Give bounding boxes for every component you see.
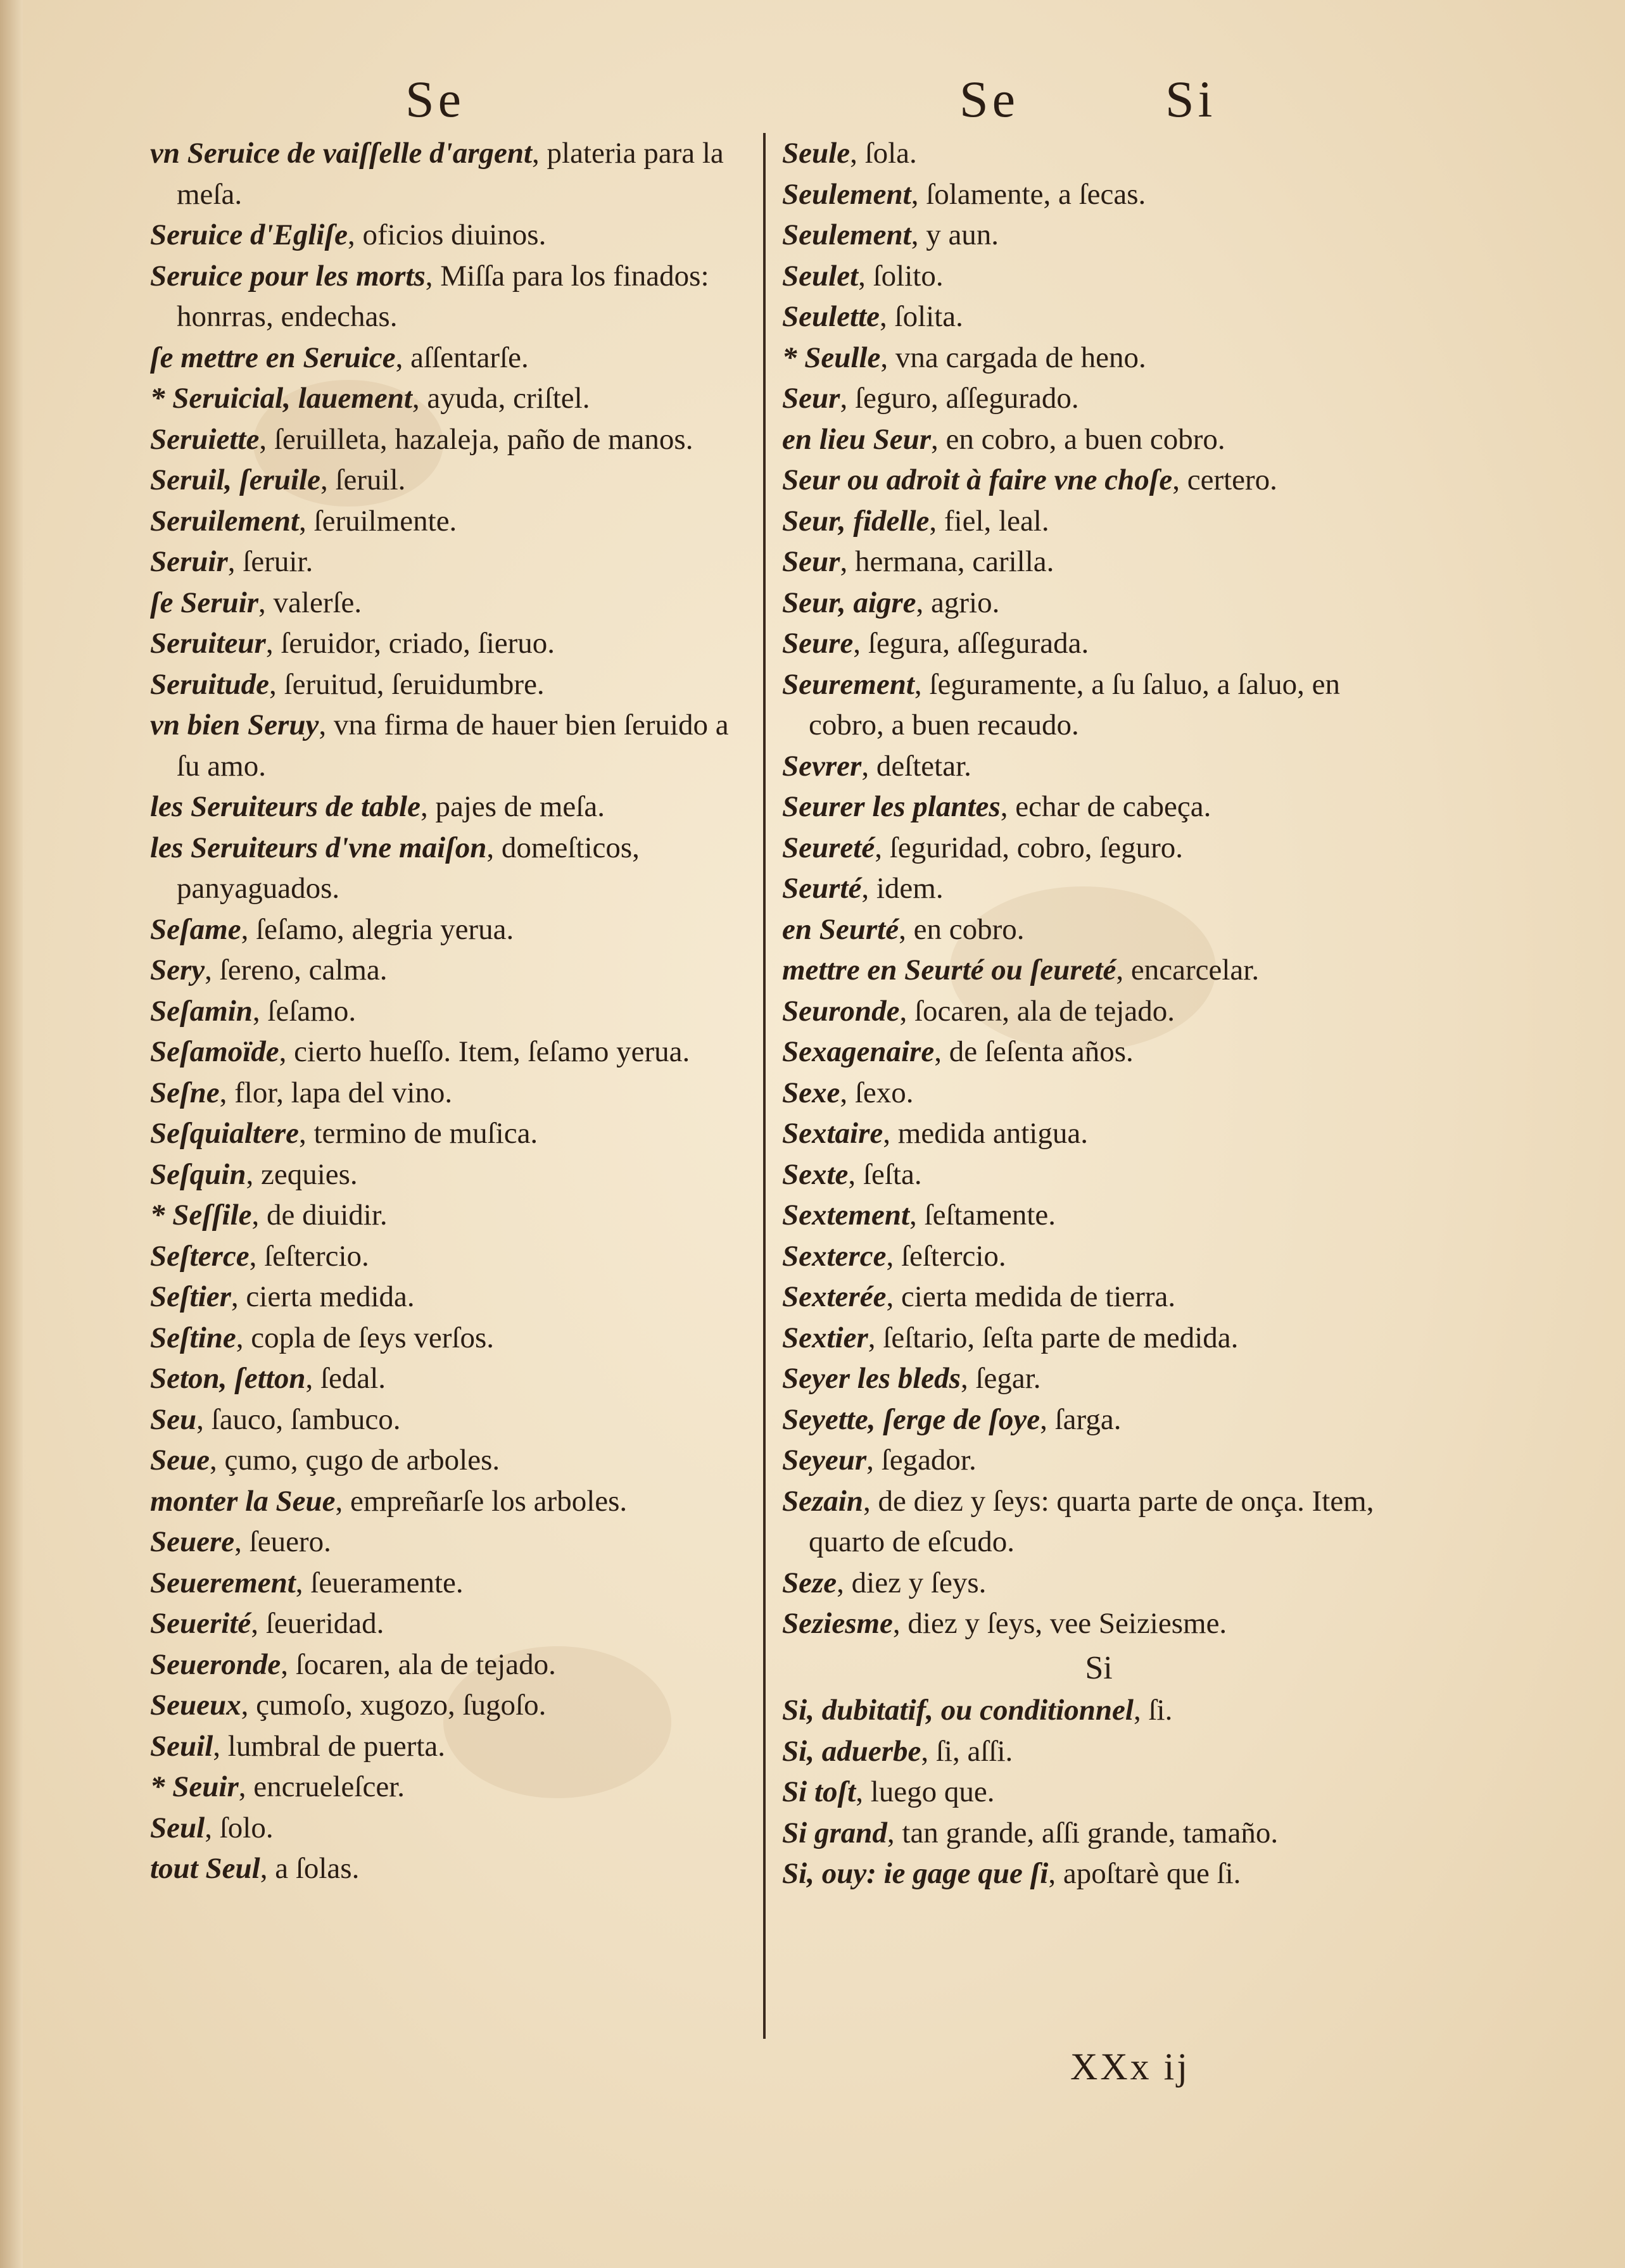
entry-headword: Si, dubitatif, ou conditionnel [782,1694,1134,1727]
entry-definition: , certero. [1172,463,1277,496]
entry-definition: , idem. [861,872,944,905]
entry-headword: Seſquialtere [150,1117,299,1150]
entry-definition: , ſeſtario, ſeſta parte de medida. [868,1321,1239,1354]
dictionary-entry [150,1481,758,1522]
entry-headword: Seure [782,627,854,660]
entry-definition: , ſeueridad. [251,1607,384,1640]
dictionary-entry [150,664,758,705]
dictionary-entry [150,909,758,950]
dictionary-entry [150,1318,758,1359]
dictionary-entry [782,950,1415,991]
dictionary-entry [150,1603,758,1644]
entry-headword: Seſamoïde [150,1035,279,1068]
dictionary-entry [782,1603,1415,1644]
dictionary-entry [782,746,1415,787]
entry-definition: , ſeruil. [320,463,406,496]
entry-headword: Seueronde [150,1647,281,1681]
dictionary-entry [150,1195,758,1236]
dictionary-entry [782,1690,1415,1731]
dictionary-entry [150,1521,758,1563]
entry-definition: , ſeguro, aſſegurado. [840,382,1079,415]
section-heading: Si [1085,1649,1113,1686]
entry-headword: Seur, fidelle [782,504,930,538]
entry-definition: , empreñarſe los arboles. [335,1484,628,1518]
entry-definition: , ſeſtercio. [886,1239,1006,1273]
entry-definition: , en cobro. [899,912,1025,946]
entry-definition: , ſeueramente. [295,1566,464,1599]
entry-definition: , oficios diuinos. [348,218,547,251]
entry-headword: Seruitude [150,667,270,701]
running-head-right-si: Si [1165,70,1217,128]
entry-headword: Seziesme [782,1607,893,1640]
entry-headword: Seur [782,382,840,415]
entry-headword: en Seurté [782,912,899,946]
dictionary-entry [150,1440,758,1481]
dictionary-entry [150,991,758,1032]
entry-definition: , lumbral de puerta. [213,1729,445,1763]
dictionary-entry [150,1236,758,1277]
dictionary-entry [150,1276,758,1318]
entry-definition: , ſeruir. [227,545,313,578]
dictionary-entry [782,623,1415,664]
entry-headword: Seulet [782,259,859,293]
entry-headword: Seuil [150,1729,213,1763]
dictionary-entry [782,1772,1415,1813]
dictionary-entry [150,541,758,583]
entry-headword: Seſamin [150,994,253,1028]
dictionary-entry [782,664,1415,746]
dictionary-entry [782,1358,1415,1399]
entry-headword: * Seulle [782,341,881,374]
entry-definition: , ſolita. [880,300,963,333]
entry-headword: Sevrer [782,749,862,783]
dictionary-entry [782,1318,1415,1359]
entry-headword: Seul [150,1811,205,1844]
entry-headword: Seulement [782,218,911,251]
entry-definition: , ſolamente, a ſecas. [911,177,1146,211]
entry-headword: Si, ouy: ie gage que ſi [782,1857,1049,1890]
dictionary-entry [150,256,758,337]
running-head-right-se: Se [959,70,1019,128]
entry-definition: , encarcelar. [1116,954,1260,986]
dictionary-entry [782,1440,1415,1481]
entry-headword: Seulement [782,177,911,211]
dictionary-entry [150,786,758,828]
entry-definition: , ſocaren, ala de tejado. [899,994,1175,1028]
entry-definition: , agrio. [916,586,1000,619]
entry-definition: , encrueleſcer. [238,1770,405,1803]
dictionary-entry [782,541,1415,583]
entry-headword: Seulette [782,300,880,333]
entry-headword: * Seruicial, lauement [150,382,412,415]
entry-headword: Seule [782,137,850,170]
signature-mark: XXx ij [1070,2046,1190,2088]
entry-headword: Seze [782,1566,837,1599]
dictionary-entry [782,378,1415,419]
dictionary-entry [150,1644,758,1685]
dictionary-entry [150,1358,758,1399]
entry-headword: Seruice pour les morts [150,259,426,293]
entry-definition: , ſi. [1133,1694,1173,1727]
entry-headword: mettre en Seurté ou ſeureté [782,954,1116,986]
entry-definition: , pajes de meſa. [420,790,605,823]
entry-headword: Seyeur [782,1444,867,1477]
dictionary-entry [150,1073,758,1114]
entry-definition: , de ſeſenta años. [934,1035,1134,1068]
entry-headword: vn bien Seruy [150,709,319,741]
dictionary-entry [782,174,1415,215]
entry-headword: vn Seruice de vaiſſelle d'argent [150,137,533,170]
entry-definition: , copla de ſeys verſos. [236,1321,494,1354]
entry-headword: Seuronde [782,994,900,1028]
dictionary-entry [782,1154,1415,1195]
entry-definition: , ayuda, criſtel. [412,382,590,415]
dictionary-entry [782,460,1415,501]
dictionary-entry [150,1031,758,1073]
entry-definition: , y aun. [911,218,999,251]
entry-headword: Seyette, ſerge de ſoye [782,1402,1040,1436]
entry-definition: , zequies. [246,1157,358,1191]
dictionary-entry [782,1813,1415,1854]
entry-headword: Seurement [782,667,914,701]
entry-definition: , de diez y ſeys: quarta parte de onça. Item, quarto de eſcudo. [809,1484,1374,1558]
dictionary-entry [782,1853,1415,1894]
entry-headword: Seurté [782,872,862,905]
dictionary-entry [782,786,1415,828]
entry-definition: , termino de muſica. [298,1117,538,1150]
dictionary-entry [150,501,758,542]
dictionary-entry [150,133,758,215]
dictionary-entry [782,419,1415,460]
entry-definition: , ſi, aſſi. [921,1734,1013,1768]
entry-headword: Seruir [150,545,228,578]
entry-headword: * Seſſile [150,1199,252,1232]
entry-definition: , cierto hueſſo. Item, ſeſamo yerua. [279,1035,690,1068]
dictionary-entry [150,1808,758,1849]
entry-definition: , ſexo. [840,1076,914,1109]
entry-headword: Seton, ſetton [150,1362,306,1395]
entry-headword: Sextement [782,1199,910,1232]
entry-definition: , deſtetar. [861,749,971,783]
entry-definition: , diez y ſeys. [837,1566,987,1599]
entry-definition: , Miſſa para los finados: honrras, endechas. [177,259,709,333]
entry-headword: Seſterce [150,1239,250,1273]
dictionary-entry [782,215,1415,256]
entry-definition: , tan grande, aſſi grande, tamaño. [887,1816,1279,1849]
dictionary-entry [782,828,1415,869]
entry-headword: Seruil, ſeruile [150,463,320,496]
dictionary-entry [782,909,1415,950]
entry-definition: , ſauco, ſambuco. [196,1402,401,1436]
entry-headword: Sexterce [782,1239,887,1273]
entry-definition: , cierta medida de tierra. [886,1280,1176,1313]
entry-definition: , ſola. [850,137,917,170]
dictionary-entry [150,1113,758,1154]
dictionary-entry [782,991,1415,1032]
entry-headword: Si grand [782,1816,887,1849]
entry-headword: en lieu Seur [782,422,932,456]
entry-headword: Seuerité [150,1607,251,1640]
entry-definition: , ſedal. [305,1362,386,1395]
dictionary-entry [150,583,758,624]
entry-headword: Sexterée [782,1280,887,1313]
dictionary-entry [782,256,1415,297]
entry-headword: Seur [782,545,840,578]
entry-headword: Seue [150,1444,210,1477]
column-divider [763,133,766,2039]
entry-definition: , vna firma de hauer bien ſeruido a ſu amo. [177,709,729,783]
entry-headword: Sery [150,954,205,986]
entry-headword: tout Seul [150,1852,260,1885]
dictionary-entry [782,1073,1415,1114]
entry-headword: Seuerement [150,1566,296,1599]
entry-definition: , ſeruidor, criado, ſieruo. [265,627,555,660]
entry-headword: Sexe [782,1076,840,1109]
dictionary-entry [150,1767,758,1808]
entry-definition: , ſarga. [1040,1402,1122,1436]
entry-headword: Seyer les bleds [782,1362,961,1395]
entry-headword: les Seruiteurs d'vne maiſon [150,831,487,864]
entry-definition: , ſeſamo. [252,994,357,1028]
dictionary-entry [782,337,1415,379]
entry-definition: , de diuidir. [251,1199,388,1232]
entry-headword: Seſame [150,912,241,946]
entry-headword: Sextaire [782,1117,883,1150]
entry-definition: , vna cargada de heno. [880,341,1146,374]
dictionary-entry [782,1236,1415,1277]
entry-headword: Seurer les plantes [782,790,1001,823]
entry-definition: , ſereno, calma. [205,954,388,986]
entry-headword: Sexagenaire [782,1035,935,1068]
entry-definition: , çumo, çugo de arboles. [210,1444,500,1477]
dictionary-entry [150,1154,758,1195]
dictionary-entry [150,1726,758,1767]
entry-definition: , ſeſtamente. [909,1199,1056,1232]
dictionary-entry [150,337,758,379]
entry-definition: , ſeguridad, cobro, ſeguro. [875,831,1184,864]
entry-headword: Seruiteur [150,627,266,660]
dictionary-entry [782,1481,1415,1563]
entry-headword: Seruiette [150,422,260,456]
entry-definition: , domeſticos, panyaguados. [177,831,640,905]
entry-headword: Sexte [782,1157,849,1191]
entry-headword: ſe mettre en Seruice [150,341,396,374]
page-edge [0,0,23,2268]
dictionary-entry [782,133,1415,174]
entry-definition: , ſegador. [866,1444,977,1477]
entry-definition: , ſeguramente, a ſu ſaluo, a ſaluo, en cobro, a buen recaudo. [809,667,1341,741]
entry-headword: Sezain [782,1484,863,1518]
entry-definition: , ſolo. [205,1811,274,1844]
dictionary-entry [150,623,758,664]
entry-headword: monter la Seue [150,1484,336,1518]
entry-definition: , ſolito. [858,259,944,293]
dictionary-entry [150,1685,758,1726]
entry-definition: , ſeſtercio. [249,1239,369,1273]
dictionary-entry [150,828,758,909]
dictionary-entry [150,460,758,501]
entry-definition: , ſeruitud, ſeruidumbre. [269,667,545,701]
entry-definition: , plateria para la meſa. [177,137,724,211]
entry-definition: , ſeruilleta, hazaleja, paño de manos. [259,422,693,456]
entry-definition: , ſeſamo, alegria yerua. [241,912,514,946]
entry-headword: Si, aduerbe [782,1734,921,1768]
dictionary-entry [782,1276,1415,1318]
entry-headword: Sextier [782,1321,868,1354]
dictionary-entry [782,1031,1415,1073]
entry-headword: Seu [150,1402,197,1436]
entry-definition: , medida antigua. [883,1117,1088,1150]
dictionary-entry [782,583,1415,624]
left-column [150,133,758,1889]
entry-definition: , çumoſo, xugozo, ſugoſo. [241,1689,547,1722]
entry-headword: Seſtier [150,1280,231,1313]
entry-definition: , ſeruilmente. [299,504,457,538]
running-head-left: Se [405,70,465,128]
entry-definition: , cierta medida. [231,1280,415,1313]
entry-headword: Seſne [150,1076,220,1109]
dictionary-entry [150,1848,758,1889]
entry-definition: , echar de cabeça. [1000,790,1211,823]
entry-headword: Seſquin [150,1157,246,1191]
entry-definition: , ſeſta. [848,1157,922,1191]
entry-definition: , aſſentarſe. [395,341,529,374]
entry-headword: Seueux [150,1689,241,1722]
entry-headword: Seſtine [150,1321,236,1354]
entry-definition: , apoſtarè que ſi. [1048,1857,1241,1890]
right-column [782,133,1415,1894]
entry-headword: Seuere [150,1525,235,1558]
entry-definition: , ſegar. [960,1362,1041,1395]
dictionary-entry [782,1563,1415,1604]
dictionary-entry [782,1399,1415,1440]
dictionary-entry [782,868,1415,909]
dictionary-entry [150,1399,758,1440]
entry-definition: , hermana, carilla. [840,545,1054,578]
entry-headword: Si toſt [782,1775,856,1808]
entry-definition: , a ſolas. [260,1852,360,1885]
entry-definition: , ſegura, aſſegurada. [853,627,1089,660]
entry-definition: , ſocaren, ala de tejado. [281,1647,556,1681]
dictionary-entry [782,501,1415,542]
dictionary-entry [782,1731,1415,1772]
entry-definition: , luego que. [856,1775,995,1808]
entry-headword: * Seuir [150,1770,239,1803]
entry-headword: Seur, aigre [782,586,916,619]
entry-headword: Seruilement [150,504,300,538]
entry-headword: Seureté [782,831,875,864]
dictionary-entry [782,1195,1415,1236]
entry-headword: Seruice d'Egliſe [150,218,348,251]
dictionary-entry [782,296,1415,337]
entry-definition: , fiel, leal. [929,504,1049,538]
entry-headword: les Seruiteurs de table [150,790,420,823]
entry-definition: , ſeuero. [234,1525,331,1558]
entry-definition: , en cobro, a buen cobro. [931,422,1225,456]
entry-definition: , flor, lapa del vino. [219,1076,453,1109]
dictionary-entry [150,378,758,419]
dictionary-entry [150,419,758,460]
dictionary-entry [782,1113,1415,1154]
entry-headword: Seur ou adroit à faire vne choſe [782,463,1173,496]
entry-definition: , valerſe. [258,586,362,619]
dictionary-entry [150,215,758,256]
dictionary-entry [150,705,758,786]
dictionary-entry [150,1563,758,1604]
entry-definition: , diez y ſeys, vee Seiziesme. [892,1607,1227,1640]
dictionary-entry [150,950,758,991]
entry-headword: ſe Seruir [150,586,259,619]
